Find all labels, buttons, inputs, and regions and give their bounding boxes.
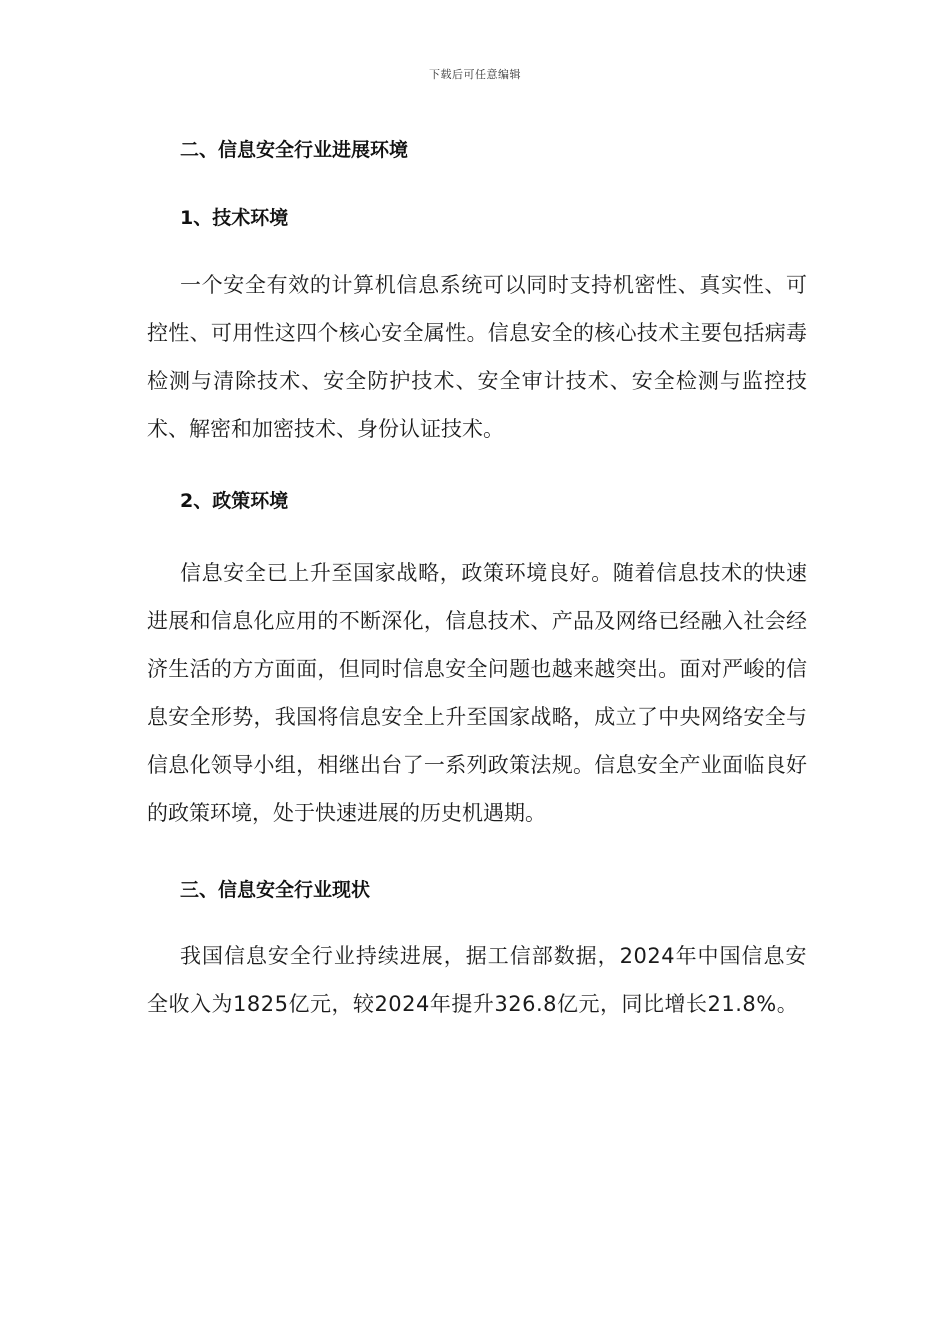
policy-environment-paragraph: 信息安全已上升至国家战略，政策环境良好。随着信息技术的快速进展和信息化应用的不断深化，信息技术、产品及网络已经融入社会经济生活的方方面面，但同时信息安全问题也越来越突出。面对严峻的信息安全形势，我国将信息安全上升至国家战略，成立了中央网络安全与信息化领导小组，相继出台了一系列政策法规。信息安全产业面临良好的政策环境，处于快速进展的历史机遇期。	[147, 561, 807, 825]
industry-status-paragraph: 我国信息安全行业持续进展，据工信部数据，2024年中国信息安全收入为1825亿元，较2024年提升326.8亿元，同比增长21.8%。	[147, 944, 807, 1016]
tech-environment-paragraph: 一个安全有效的计算机信息系统可以同时支持机密性、真实性、可控性、可用性这四个核心安全属性。信息安全的核心技术主要包括病毒检测与清除技术、安全防护技术、安全审计技术、安全检测与监控技术、解密和加密技术、身份认证技术。	[147, 273, 807, 441]
section-three-heading: 三、信息安全行业现状	[180, 879, 371, 901]
page-header-note: 下载后可任意编辑	[429, 68, 521, 81]
tech-environment-heading: 1、技术环境	[180, 207, 289, 229]
policy-environment-heading: 2、政策环境	[180, 490, 289, 512]
document-body	[147, 130, 807, 1028]
section-two-heading: 二、信息安全行业进展环境	[180, 139, 409, 161]
